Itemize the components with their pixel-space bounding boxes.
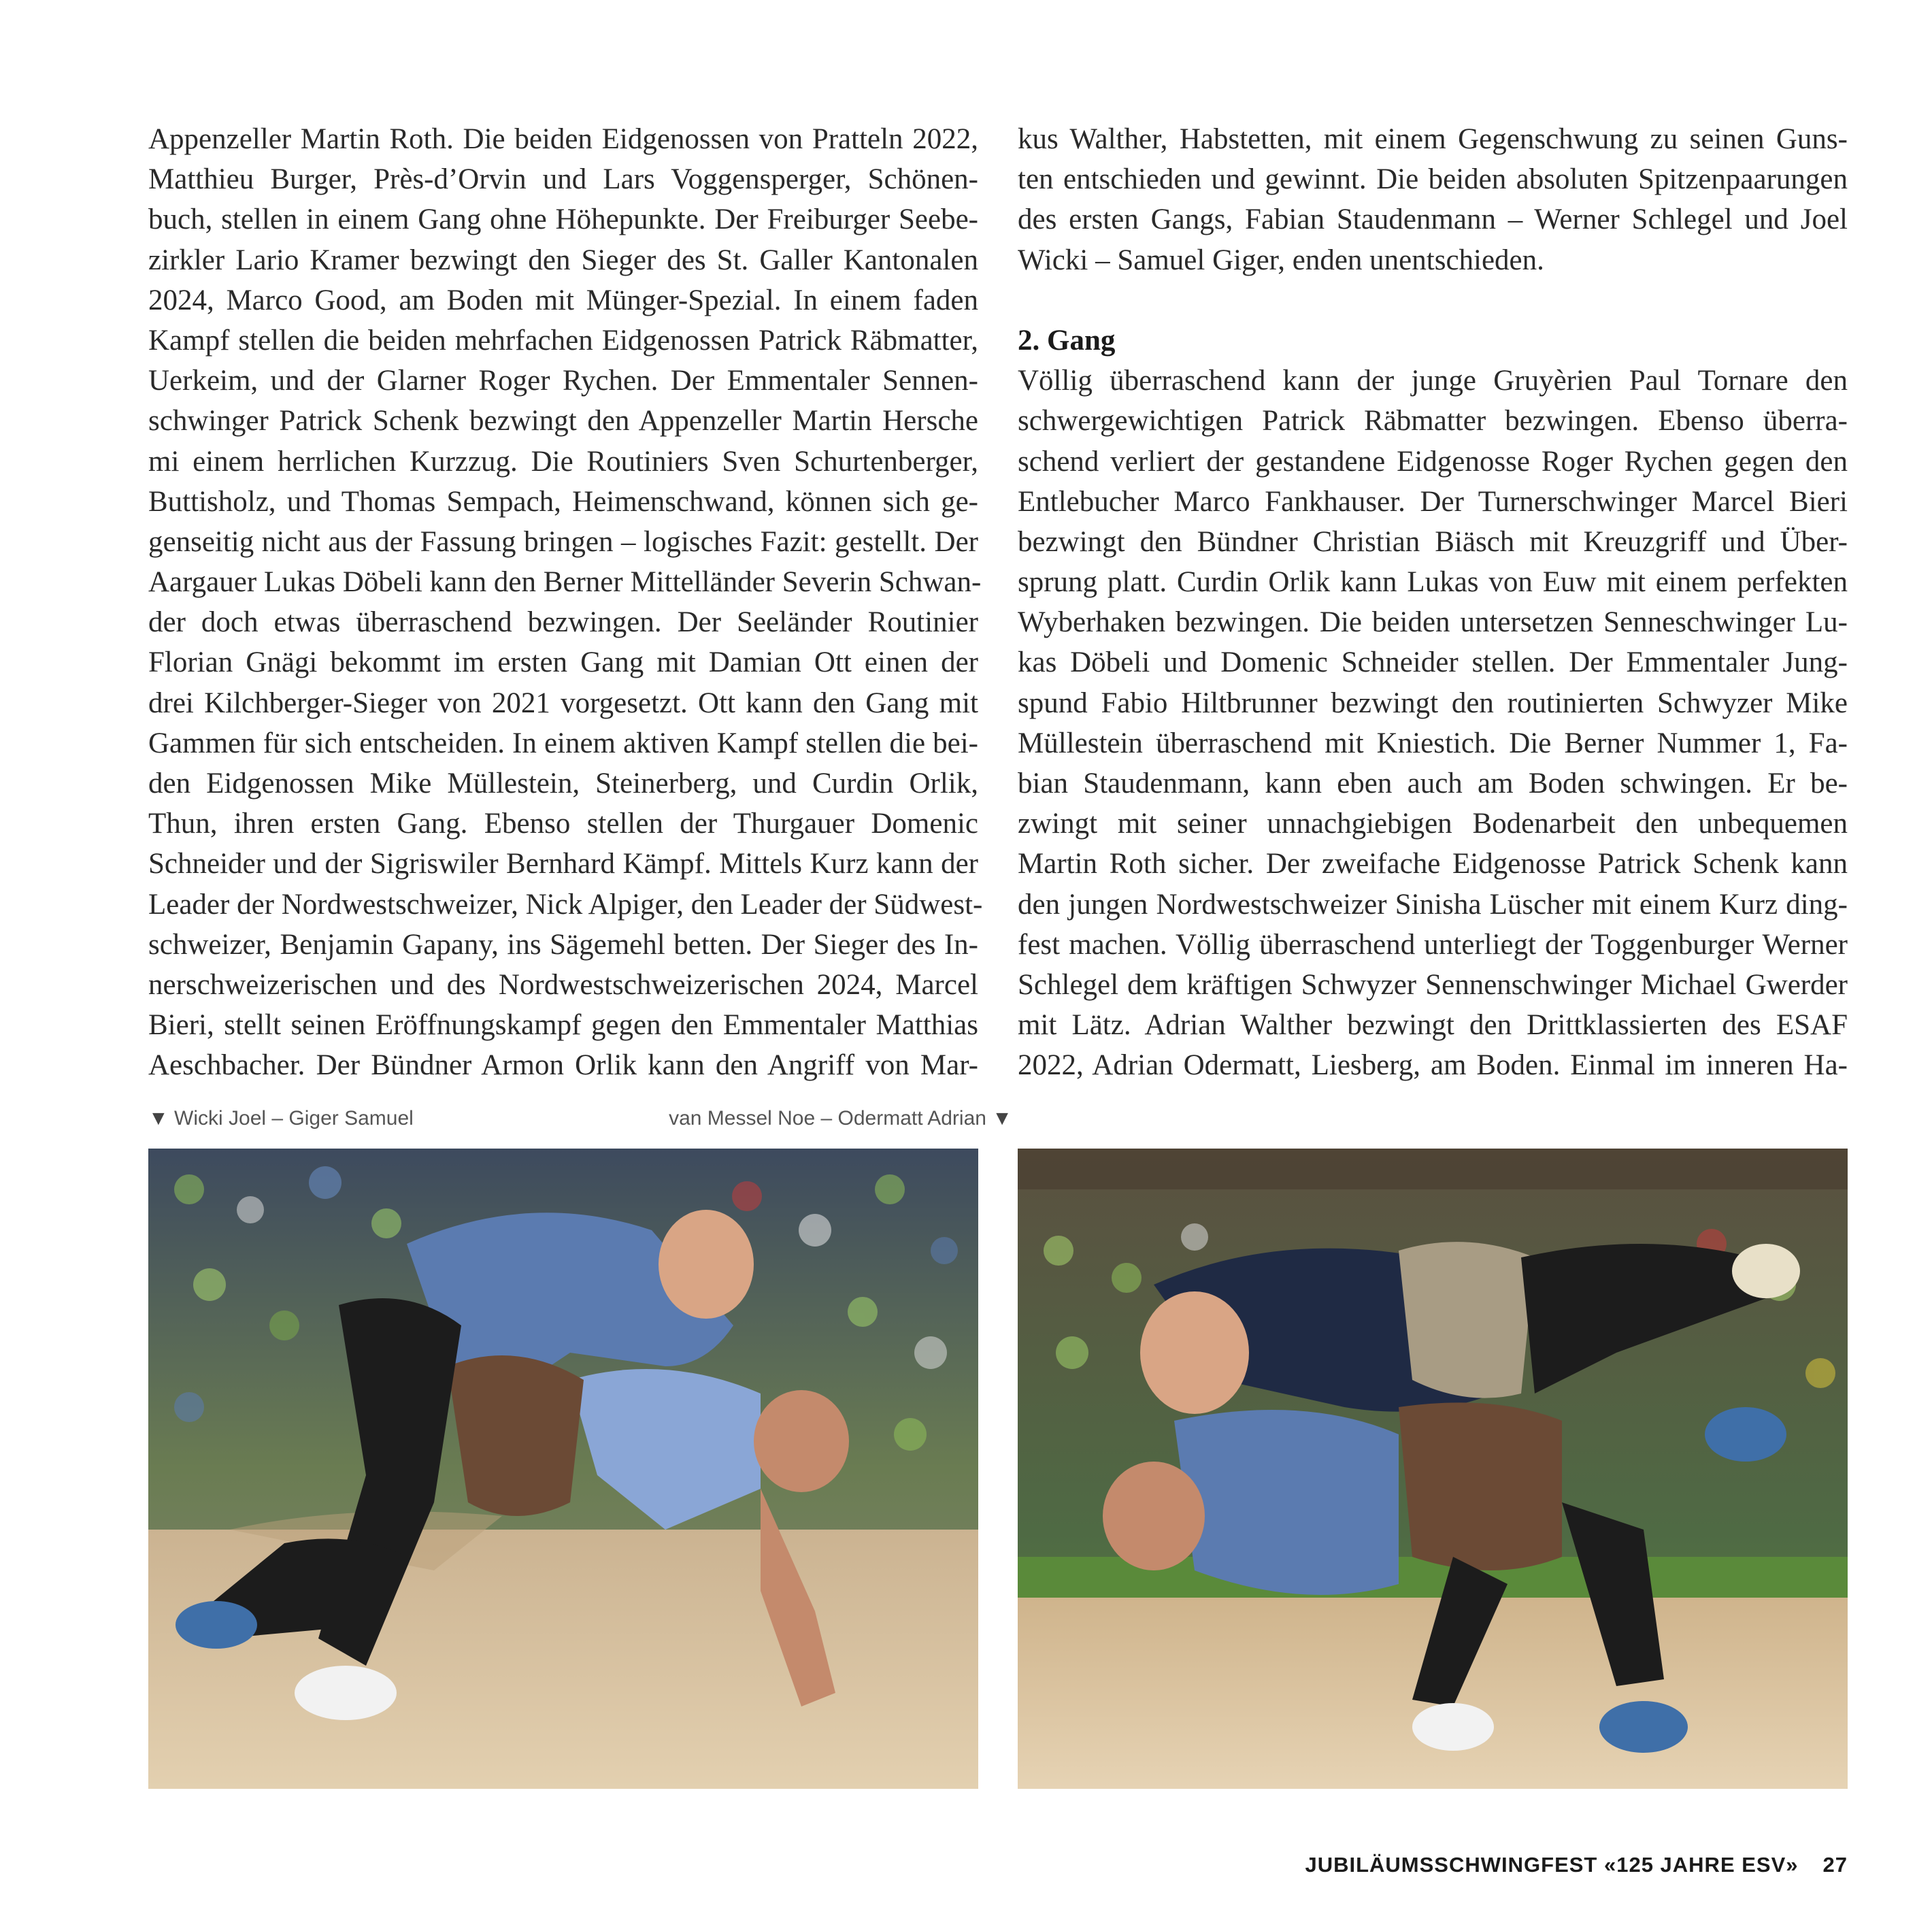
section-heading: 2. Gang bbox=[1018, 324, 1116, 357]
paragraph-line: Wyberhaken bezwingen. Die beiden untersetzen Senneschwinger Lu- bbox=[1018, 606, 1848, 639]
photo-caption-left bbox=[148, 1107, 414, 1130]
paragraph-line: schwinger Patrick Schenk bezwingt den Appenzeller Martin Hersche bbox=[148, 405, 978, 438]
paragraph-line: den jungen Nordwestschweizer Sinisha Lüscher mit einem Kurz ding- bbox=[1018, 888, 1848, 921]
triangle-down-icon: ▼ bbox=[992, 1107, 1012, 1130]
paragraph-line: Matthieu Burger, Près-d’Orvin und Lars Voggensperger, Schönen- bbox=[148, 163, 978, 196]
paragraph-line: mi einem herrlichen Kurzzug. Die Routiniers Sven Schurtenberger, bbox=[148, 445, 978, 478]
paragraph-line: Bieri, stellt seinen Eröffnungskampf gegen den Emmentaler Matthias bbox=[148, 1009, 978, 1042]
publication-title: JUBILÄUMSSCHWINGFEST «125 JAHRE ESV» bbox=[1305, 1853, 1799, 1877]
paragraph-line: schweizer, Benjamin Gapany, ins Sägemehl betten. Der Sieger des In- bbox=[148, 928, 978, 961]
wrestling-photo-left bbox=[148, 1149, 978, 1789]
paragraph-line: bezwingt den Bündner Christian Biäsch mit Kreuzgriff und Über- bbox=[1018, 525, 1848, 558]
paragraph-line: Müllestein überraschend mit Kniestich. Die Berner Nummer 1, Fa- bbox=[1018, 727, 1848, 759]
paragraph-line: Völlig überraschend kann der junge Gruyèrien Paul Tornare den bbox=[1018, 365, 1848, 397]
photo-caption-right bbox=[669, 1107, 1012, 1130]
paragraph-line: spund Fabio Hiltbrunner bezwingt den routinierten Schwyzer Mike bbox=[1018, 687, 1848, 719]
paragraph-line: der doch etwas überraschend bezwingen. Der Seeländer Routinier bbox=[148, 606, 978, 639]
paragraph-line: kus Walther, Habstetten, mit einem Gegenschwung zu seinen Guns- bbox=[1018, 123, 1848, 155]
right-text-column bbox=[1018, 119, 1848, 1086]
paragraph-line: bian Staudenmann, kann eben auch am Boden schwingen. Er be- bbox=[1018, 768, 1848, 799]
paragraph-line: des ersten Gangs, Fabian Staudenmann – Werner Schlegel und Joel bbox=[1018, 203, 1848, 236]
caption-text: van Messel Noe – Odermatt Adrian bbox=[669, 1107, 986, 1130]
paragraph-line: genseitig nicht aus der Fassung bringen – logisches Fazit: gestellt. Der bbox=[148, 525, 978, 558]
paragraph-line: Martin Roth sicher. Der zweifache Eidgenosse Patrick Schenk kann bbox=[1018, 848, 1848, 880]
paragraph-line: Appenzeller Martin Roth. Die beiden Eidgenossen von Pratteln 2022, bbox=[148, 123, 978, 155]
paragraph-line: den Eidgenossen Mike Müllestein, Steinerberg, und Curdin Orlik, bbox=[148, 768, 978, 799]
paragraph-line: Schlegel dem kräftigen Schwyzer Sennenschwinger Michael Gwerder bbox=[1018, 968, 1848, 1001]
caption-text: Wicki Joel – Giger Samuel bbox=[174, 1107, 414, 1130]
paragraph-line: Buttisholz, und Thomas Sempach, Heimenschwand, können sich ge- bbox=[148, 485, 978, 518]
paragraph-line: mit Lätz. Adrian Walther bezwingt den Drittklassierten des ESAF bbox=[1018, 1009, 1848, 1042]
paragraph-line: Kampf stellen die beiden mehrfachen Eidgenossen Patrick Räbmatter, bbox=[148, 324, 978, 357]
page-number: 27 bbox=[1822, 1853, 1848, 1877]
paragraph-line: drei Kilchberger-Sieger von 2021 vorgesetzt. Ott kann den Gang mit bbox=[148, 687, 978, 719]
paragraph-line: Entlebucher Marco Fankhauser. Der Turnerschwinger Marcel Bieri bbox=[1018, 485, 1848, 518]
paragraph-line: zwingt mit seiner unnachgiebigen Bodenarbeit den unbequemen bbox=[1018, 808, 1848, 840]
paragraph-line: Florian Gnägi bekommt im ersten Gang mit Damian Ott einen der bbox=[148, 646, 978, 679]
paragraph-line: Gammen für sich entscheiden. In einem aktiven Kampf stellen die bei- bbox=[148, 727, 978, 759]
wrestling-photo-right bbox=[1018, 1149, 1848, 1789]
paragraph-line: nerschweizerischen und des Nordwestschweizerischen 2024, Marcel bbox=[148, 968, 978, 1001]
paragraph-line: buch, stellen in einem Gang ohne Höhepunkte. Der Freiburger Seebe- bbox=[148, 203, 978, 236]
paragraph-line: 2024, Marco Good, am Boden mit Münger-Spezial. In einem faden bbox=[148, 284, 978, 316]
paragraph-line: Thun, ihren ersten Gang. Ebenso stellen der Thurgauer Domenic bbox=[148, 808, 978, 840]
left-text-column bbox=[148, 119, 983, 1086]
paragraph-line: Leader der Nordwestschweizer, Nick Alpiger, den Leader der Südwest- bbox=[148, 888, 983, 921]
paragraph-line: schwergewichtigen Patrick Räbmatter bezwingen. Ebenso überra- bbox=[1018, 405, 1848, 438]
paragraph-line: sprung platt. Curdin Orlik kann Lukas von Euw mit einem perfekten bbox=[1018, 566, 1848, 599]
paragraph-line: Aargauer Lukas Döbeli kann den Berner Mittelländer Severin Schwan- bbox=[148, 566, 982, 599]
triangle-down-icon: ▼ bbox=[148, 1107, 169, 1130]
paragraph-line: fest machen. Völlig überraschend unterliegt der Toggenburger Werner bbox=[1018, 928, 1848, 961]
page-footer bbox=[1305, 1853, 1848, 1877]
paragraph-line: zirkler Lario Kramer bezwingt den Sieger des St. Galler Kantonalen bbox=[148, 244, 978, 276]
paragraph-line: 2022, Adrian Odermatt, Liesberg, am Boden. Einmal im inneren Ha- bbox=[1018, 1049, 1848, 1082]
paragraph-line: schend verliert der gestandene Eidgenosse Roger Rychen gegen den bbox=[1018, 445, 1848, 478]
paragraph-line: Wicki – Samuel Giger, enden unentschieden. bbox=[1018, 244, 1544, 276]
paragraph-line: ten entschieden und gewinnt. Die beiden absoluten Spitzenpaarungen bbox=[1018, 163, 1848, 196]
paragraph-line: Aeschbacher. Der Bündner Armon Orlik kann den Angriff von Mar- bbox=[148, 1049, 978, 1082]
paragraph-line: Schneider und der Sigriswiler Bernhard Kämpf. Mittels Kurz kann der bbox=[148, 848, 978, 880]
paragraph-line: Uerkeim, und der Glarner Roger Rychen. Der Emmentaler Sennen- bbox=[148, 365, 978, 397]
paragraph-line: kas Döbeli und Domenic Schneider stellen. Der Emmentaler Jung- bbox=[1018, 646, 1848, 679]
